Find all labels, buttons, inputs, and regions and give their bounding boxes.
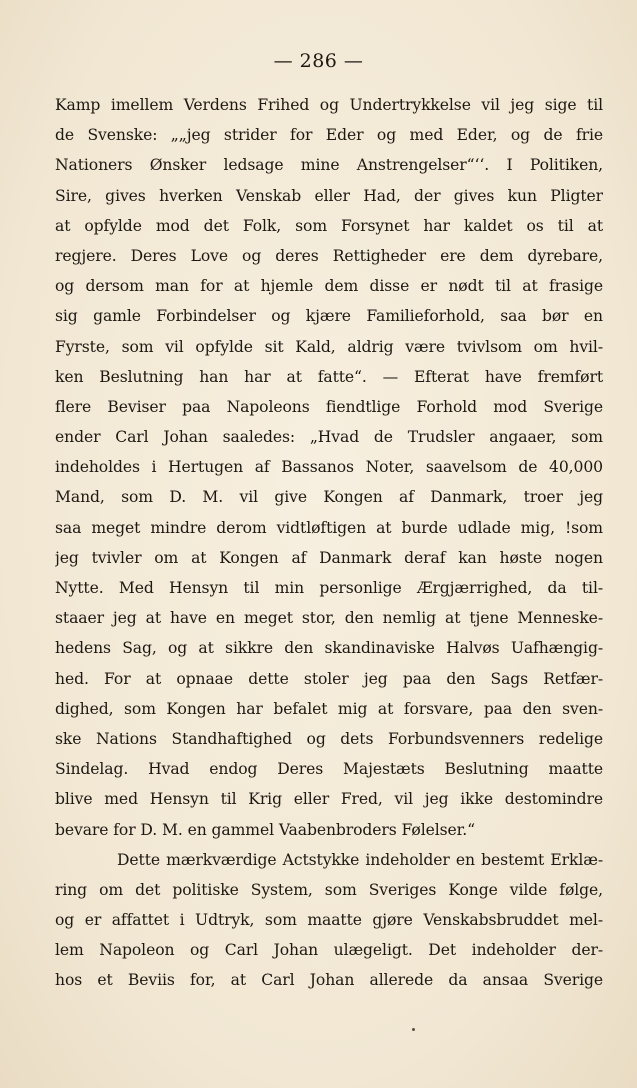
text-line: Fyrste, som vil opfylde sit Kald, aldrig være tvivlsom om hvil- <box>55 337 603 356</box>
text-line: de Svenske: „„jeg strider for Eder og med Eder, og de frie <box>55 126 603 145</box>
text-line: hedens Sag, og at sikkre den skandinaviske Halvøs Uafhængig- <box>55 639 603 658</box>
text-line: indeholdes i Hertugen af Bassanos Noter, saavelsom de 40,000 <box>55 458 603 477</box>
text-line: Nationers Ønsker ledsage mine Anstrengelser“‘‘. I Politiken, <box>55 156 603 175</box>
text-line: dighed, som Kongen har befalet mig at forsvare, paa den sven- <box>55 699 603 718</box>
paragraph-start-line: Dette mærkværdige Actstykke indeholder en bestemt Erklæ- <box>117 850 603 869</box>
text-line: hos et Beviis for, at Carl Johan allerede da ansaa Sverige <box>55 971 603 990</box>
text-line: sig gamle Forbindelser og kjære Familieforhold, saa bør en <box>55 307 603 326</box>
text-line: og dersom man for at hjemle dem disse er nødt til at frasige <box>55 277 603 296</box>
text-line: at opfylde mod det Folk, som Forsynet har kaldet os til at <box>55 216 603 235</box>
text-line: Kamp imellem Verdens Frihed og Undertrykkelse vil jeg sige til <box>55 96 603 114</box>
text-line: staaer jeg at have en meget stor, den nemlig at tjene Menneske- <box>55 609 603 628</box>
paper-speck <box>412 1028 415 1031</box>
text-line: saa meget mindre derom vidtløftigen at burde udlade mig, !som <box>55 518 603 537</box>
text-line: ske Nations Standhaftighed og dets Forbundsvenners redelige <box>55 729 603 748</box>
text-line: blive med Hensyn til Krig eller Fred, vil jeg ikke destomindre <box>55 790 603 809</box>
text-line: Sire, gives hverken Venskab eller Had, der gives kun Pligter <box>55 186 603 205</box>
page-number: — 286 — <box>273 50 364 72</box>
text-line: lem Napoleon og Carl Johan ulægeligt. Det indeholder der- <box>55 941 603 960</box>
text-line: Sindelag. Hvad endog Deres Majestæts Beslutning maatte <box>55 760 603 779</box>
text-line: jeg tvivler om at Kongen af Danmark deraf kan høste nogen <box>55 548 603 567</box>
text-line: Nytte. Med Hensyn til min personlige Ærgjærrighed, da til- <box>55 579 603 597</box>
text-line: regjere. Deres Love og deres Rettigheder ere dem dyrebare, <box>55 246 603 265</box>
paragraph-end-line: bevare for D. M. en gammel Vaabenbroders Følelser.“ <box>55 820 476 839</box>
text-line: ken Beslutning han har at fatte“. — Efterat have fremført <box>55 367 603 386</box>
text-line: og er affattet i Udtryk, som maatte gjøre Venskabsbruddet mel- <box>55 911 603 930</box>
text-line: hed. For at opnaae dette stoler jeg paa den Sags Retfær- <box>55 669 603 688</box>
text-line: flere Beviser paa Napoleons fiendtlige Forhold mod Sverige <box>55 397 603 416</box>
text-line: ender Carl Johan saaledes: „Hvad de Trudsler angaaer, som <box>55 428 603 447</box>
text-line: Mand, som D. M. vil give Kongen af Danmark, troer jeg <box>55 488 603 507</box>
text-line: ring om det politiske System, som Sveriges Konge vilde følge, <box>55 880 603 899</box>
body-text <box>55 90 603 996</box>
